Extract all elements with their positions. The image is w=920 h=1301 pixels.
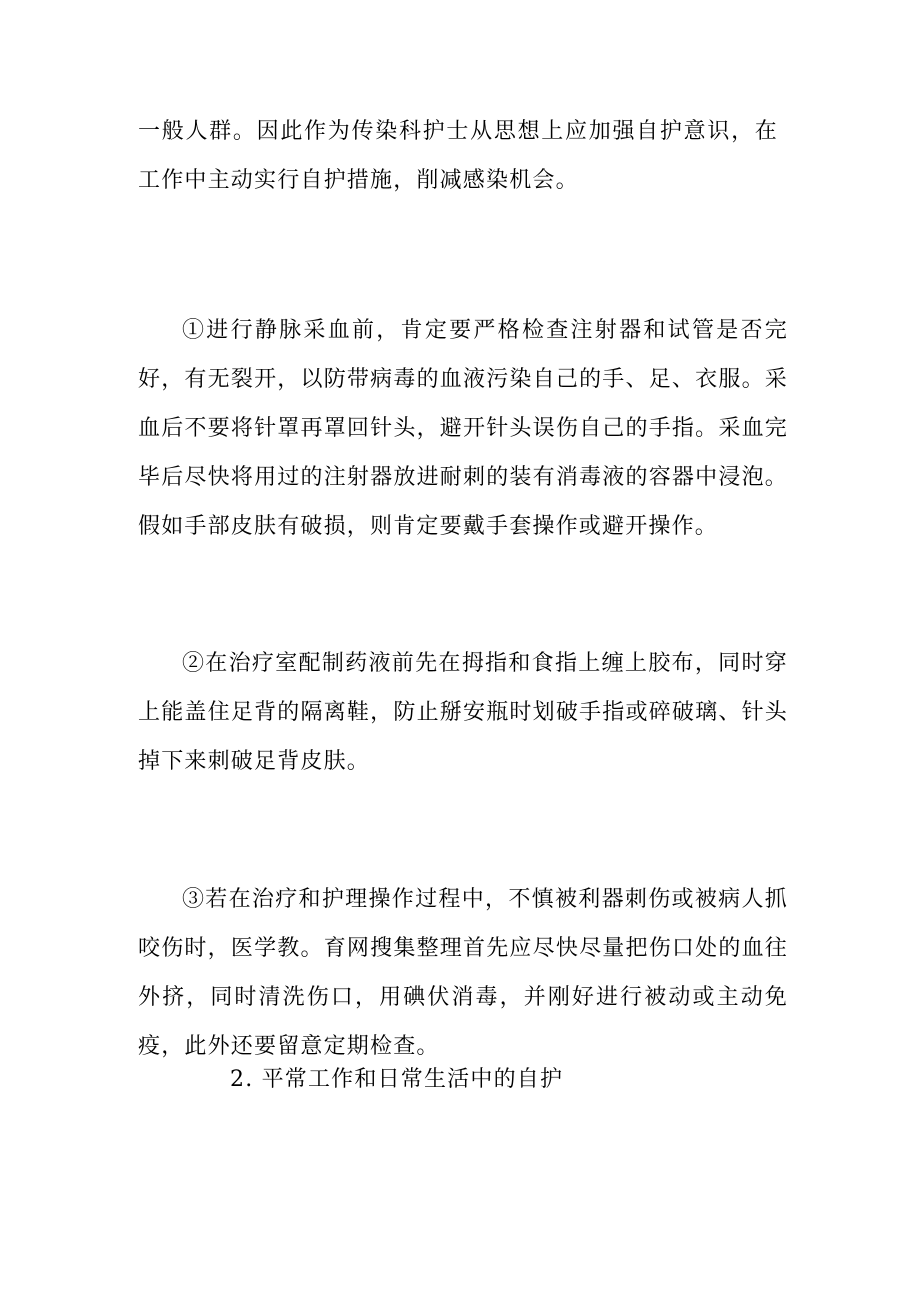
paragraph-item-3: ③若在治疗和护理操作过程中，不慎被利器刺伤或被病人抓咬伤时，医学教。育网搜集整理首先应尽快尽量把伤口处的血往外挤，同时清洗伤口，用碘伏消毒，并刚好进行被动或主动免疫，此外还要留意定期检查。 [138, 887, 788, 1059]
paragraph-item-1: ①进行静脉采血前，肯定要严格检查注射器和试管是否完好，有无裂开，以防带病毒的血液污染自己的手、足、衣服。采血后不要将针罩再罩回针头，避开针头误伤自己的手指。采血完毕后尽快将用过的注射器放进耐刺的装有消毒液的容器中浸泡。假如手部皮肤有破损，则肯定要戴手套操作或避开操作。 [138, 318, 788, 539]
paragraph-continuation: 一般人群。因此作为传染科护士从思想上应加强自护意识，在工作中主动实行自护措施，削减感染机会。 [138, 119, 778, 193]
paragraph-item-2: ②在治疗室配制药液前先在拇指和食指上缠上胶布，同时穿上能盖住足背的隔离鞋，防止掰安瓶时划破手指或碎破璃、针头掉下来刺破足背皮肤。 [138, 651, 788, 774]
section-heading: 2. 平常工作和日常生活中的自护 [230, 1067, 564, 1092]
